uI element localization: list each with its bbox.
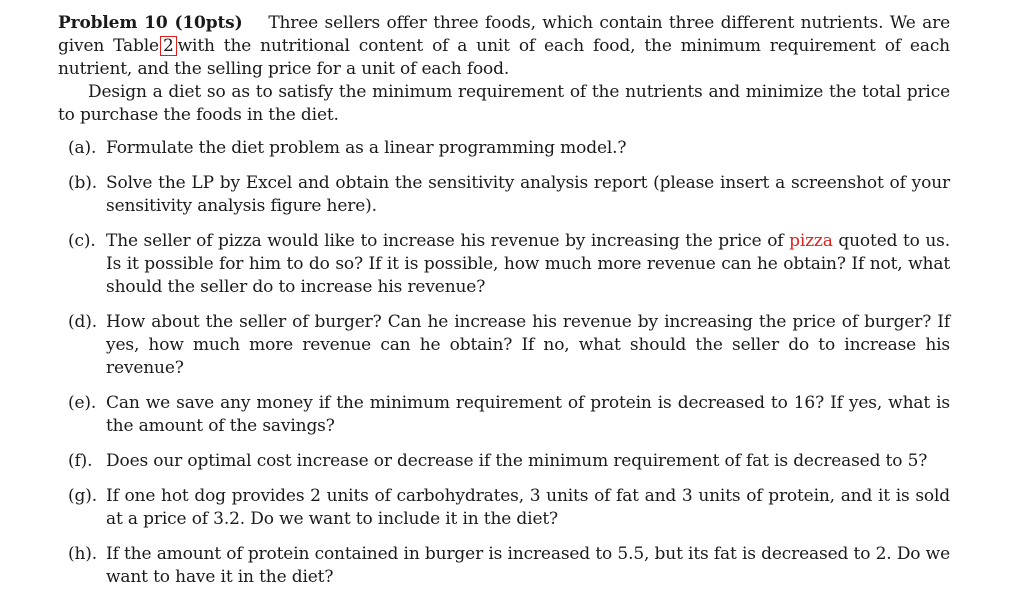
question-text: Solve the LP by Excel and obtain the sensitivity analysis report (please insert a screenshot of your sensitivity analysis figure here). [106,173,950,216]
intro-text-2: with the nutritional content of a unit of each food, the minimum requirement of each nutrient, and the selling price for a unit of each food. [58,36,950,79]
question-c [58,230,950,299]
question-g [58,485,950,531]
question-text: Does our optimal cost increase or decrease if the minimum requirement of fat is decreased to 5? [106,451,928,471]
question-text-part-1: The seller of pizza would like to increase his revenue by increasing the price of [106,231,784,251]
question-f [58,450,950,473]
question-b [58,172,950,218]
question-label: (c). [68,231,96,251]
question-text: How about the seller of burger? Can he increase his revenue by increasing the price of burger? If yes, how much more revenue can he obtain? If no, what should the seller do to increase his revenue? [106,312,950,378]
question-h [58,543,950,589]
question-label: (f). [68,451,93,471]
problem-design-text: Design a diet so as to satisfy the minimum requirement of the nutrients and minimize the total price to purchase the foods in the diet. [58,82,950,125]
question-label: (a). [68,138,97,158]
problem-title: Problem 10 (10pts) [58,13,243,33]
question-e [58,392,950,438]
question-text: If one hot dog provides 2 units of carbohydrates, 3 units of fat and 3 units of protein, and it is sold at a price of 3.2. Do we want to include it in the diet? [106,486,950,529]
table-reference-link[interactable]: 2 [160,36,177,56]
question-label: (g). [68,486,97,506]
question-text: If the amount of protein contained in burger is increased to 5.5, but its fat is decreased to 2. Do we want to have it in the diet? [106,544,950,587]
problem-intro [58,12,950,81]
question-label: (d). [68,312,97,332]
problem-page [58,12,950,589]
question-text: Can we save any money if the minimum requirement of protein is decreased to 16? If yes, what is the amount of the savings? [106,393,950,436]
question-text-part-2: quoted to us. Is it possible for him to do so? If it is possible, how much more revenue can he obtain? If not, what should the seller do to increase his revenue? [106,231,951,297]
question-a [58,137,950,160]
intro-text-1: Three sellers offer three foods, which contain three different nutrients. We are given Table [58,13,951,56]
question-label: (b). [68,173,97,193]
pizza-highlight: pizza [789,231,833,251]
question-list [58,137,950,589]
question-label: (h). [68,544,98,564]
question-text: Formulate the diet problem as a linear programming model.? [106,138,627,158]
question-label: (e). [68,393,97,413]
question-d [58,311,950,380]
